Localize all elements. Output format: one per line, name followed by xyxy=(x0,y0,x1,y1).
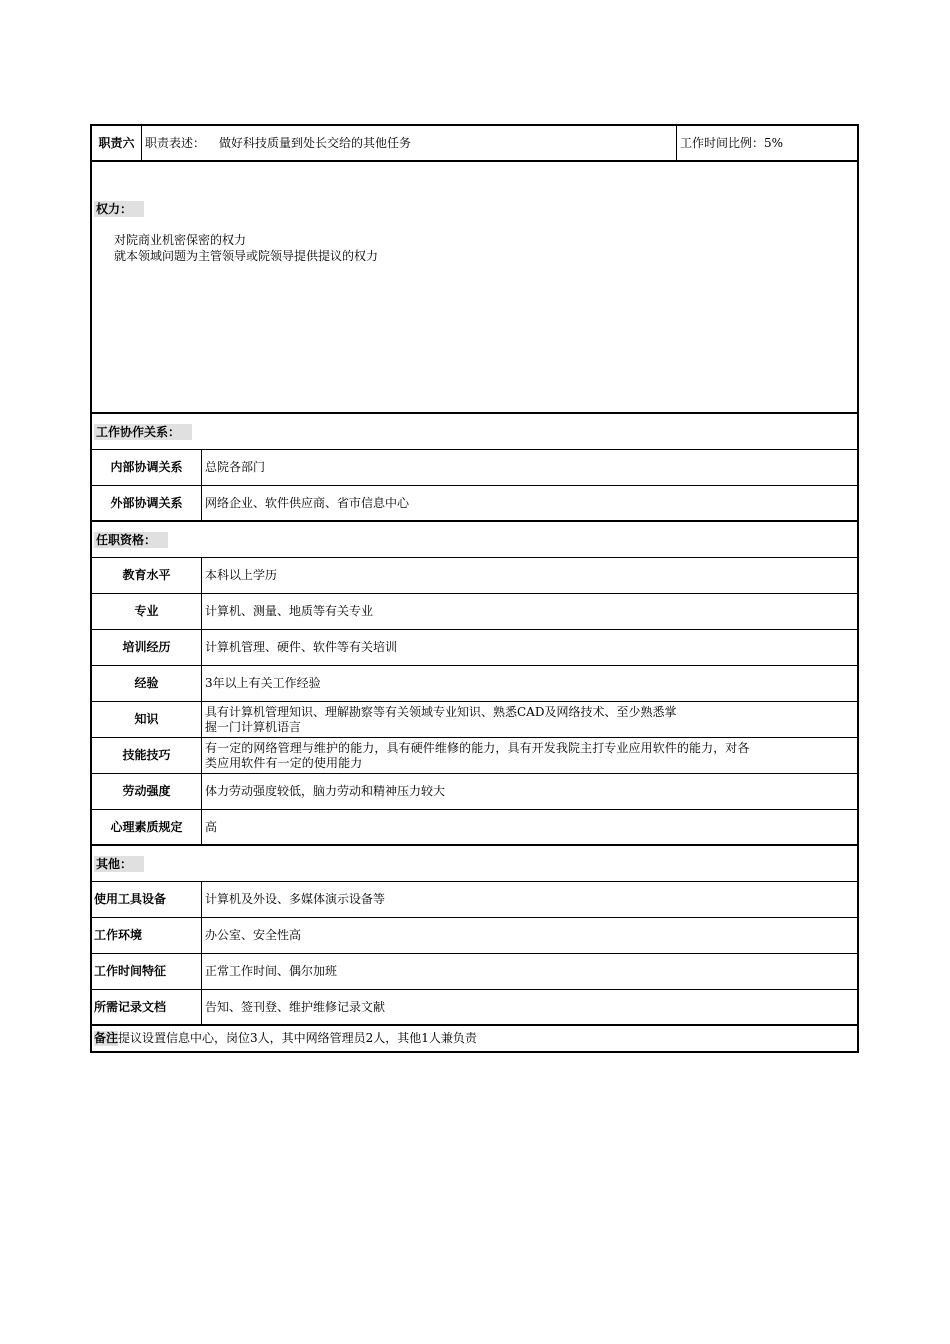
qual-label: 心理素质规定 xyxy=(92,810,202,844)
others-row-work-time xyxy=(90,954,859,990)
qual-value: 高 xyxy=(205,819,218,834)
qual-row-labor-intensity xyxy=(90,774,859,810)
authority-header: 权力： xyxy=(94,198,144,217)
qual-value: 体力劳动强度较低，脑力劳动和精神压力较大 xyxy=(205,784,446,798)
qual-label: 教育水平 xyxy=(92,558,202,593)
qual-value: 计算机管理、硬件、软件等有关培训 xyxy=(205,640,398,654)
others-header: 其他： xyxy=(94,846,857,881)
authority-section xyxy=(90,162,859,414)
duty-six-label: 职责六 xyxy=(92,126,142,160)
qual-row-major xyxy=(90,594,859,630)
others-label: 工作环境 xyxy=(92,918,202,953)
qual-label: 技能技巧 xyxy=(92,738,202,773)
remarks-label: 备注 xyxy=(94,1031,119,1045)
authority-list xyxy=(114,232,378,264)
others-row-tools xyxy=(90,882,859,918)
authority-item: 对院商业机密保密的权力 xyxy=(114,233,247,247)
cooperation-header: 工作协作关系： xyxy=(94,414,857,449)
coop-label: 外部协调关系 xyxy=(92,486,202,520)
coop-label: 内部协调关系 xyxy=(92,450,202,485)
coop-row-internal xyxy=(90,450,859,486)
others-value: 办公室、安全性高 xyxy=(205,928,302,942)
qual-label: 培训经历 xyxy=(92,630,202,665)
qual-value: 有一定的网络管理与维护的能力，具有硬件维修的能力，具有开发我院主打专业应用软件的能力，对各 类应用软件有一定的使用能力 xyxy=(205,740,750,770)
others-row-documents xyxy=(90,990,859,1026)
qual-value: 具有计算机管理知识、理解勘察等有关领域专业知识、熟悉CAD及网络技术、至少熟悉掌 握一门计算机语言 xyxy=(205,704,677,734)
qual-label: 经验 xyxy=(92,666,202,701)
others-row-environment xyxy=(90,918,859,954)
duty-six-description-cell xyxy=(142,126,677,160)
job-description-table xyxy=(90,124,859,1053)
qual-row-training xyxy=(90,630,859,666)
qual-label: 专业 xyxy=(92,594,202,629)
qual-value: 本科以上学历 xyxy=(205,568,278,582)
qual-value: 3年以上有关工作经验 xyxy=(205,676,321,690)
qual-label: 知识 xyxy=(92,702,202,737)
description-text: 做好科技质量到处长交给的其他任务 xyxy=(219,135,412,150)
remarks-value: 提议设置信息中心，岗位3人，其中网络管理员2人，其他1人兼负责 xyxy=(118,1031,477,1045)
coop-value: 网络企业、软件供应商、省市信息中心 xyxy=(205,495,410,510)
others-value: 告知、签刊登、维护维修记录文献 xyxy=(205,999,386,1014)
duty-six-row xyxy=(90,124,859,162)
others-label: 使用工具设备 xyxy=(92,882,202,917)
others-value: 正常工作时间、偶尔加班 xyxy=(205,964,338,978)
cooperation-header-row xyxy=(90,414,859,450)
qualifications-header-row xyxy=(90,522,859,558)
coop-row-external xyxy=(90,486,859,522)
others-value: 计算机及外设、多媒体演示设备等 xyxy=(205,892,386,906)
qual-label: 劳动强度 xyxy=(92,774,202,809)
others-label: 所需记录文档 xyxy=(92,990,202,1024)
qual-row-education xyxy=(90,558,859,594)
description-label: 职责表述： xyxy=(145,135,206,150)
coop-value: 总院各部门 xyxy=(205,460,266,474)
qual-row-experience xyxy=(90,666,859,702)
remarks-row xyxy=(90,1026,859,1053)
others-header-row xyxy=(90,846,859,882)
qual-row-knowledge xyxy=(90,702,859,738)
others-label: 工作时间特征 xyxy=(92,954,202,989)
qualifications-header: 任职资格： xyxy=(94,522,857,557)
time-ratio: 工作时间比例：5% xyxy=(680,135,784,150)
qual-value: 计算机、测量、地质等有关专业 xyxy=(205,604,374,618)
authority-item: 就本领域问题为主管领导或院领导提供提议的权力 xyxy=(114,249,379,263)
qual-row-skills xyxy=(90,738,859,774)
remarks-cell xyxy=(94,1026,857,1051)
qual-row-psychology xyxy=(90,810,859,846)
